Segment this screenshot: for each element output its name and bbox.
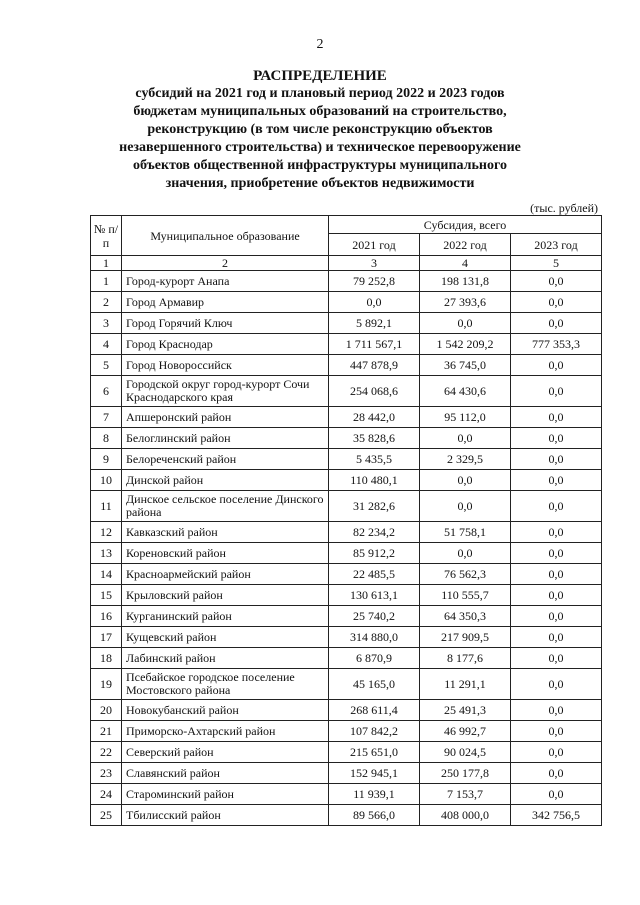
subsidy-2021: 107 842,2 <box>329 721 420 742</box>
municipality-name: Белоглинский район <box>122 428 329 449</box>
subsidy-2023: 0,0 <box>511 313 602 334</box>
subsidy-2021: 45 165,0 <box>329 669 420 700</box>
subsidy-2021: 130 613,1 <box>329 585 420 606</box>
subsidy-2021: 0,0 <box>329 292 420 313</box>
table-row <box>91 763 602 784</box>
table-row <box>91 334 602 355</box>
subsidy-2022: 90 024,5 <box>420 742 511 763</box>
municipality-name: Приморско-Ахтарский район <box>122 721 329 742</box>
table-row <box>91 428 602 449</box>
municipality-name: Кущевский район <box>122 627 329 648</box>
subsidy-2021: 268 611,4 <box>329 700 420 721</box>
subsidy-2021: 110 480,1 <box>329 470 420 491</box>
row-number: 22 <box>91 742 122 763</box>
subsidy-2023: 0,0 <box>511 564 602 585</box>
municipality-name: Крыловский район <box>122 585 329 606</box>
row-number: 16 <box>91 606 122 627</box>
index-cell: 4 <box>420 256 511 271</box>
header-year-2021: 2021 год <box>329 234 420 256</box>
row-number: 2 <box>91 292 122 313</box>
table-row <box>91 313 602 334</box>
subsidy-2023: 0,0 <box>511 292 602 313</box>
table-row <box>91 376 602 407</box>
subsidy-2022: 2 329,5 <box>420 449 511 470</box>
row-number: 9 <box>91 449 122 470</box>
subsidy-2022: 46 992,7 <box>420 721 511 742</box>
subsidy-2023: 0,0 <box>511 627 602 648</box>
subsidy-2021: 6 870,9 <box>329 648 420 669</box>
table-row <box>91 784 602 805</box>
header-year-2023: 2023 год <box>511 234 602 256</box>
subsidy-2022: 51 758,1 <box>420 522 511 543</box>
subsidy-2023: 0,0 <box>511 606 602 627</box>
municipality-name: Город Новороссийск <box>122 355 329 376</box>
subsidy-2021: 89 566,0 <box>329 805 420 826</box>
subsidy-2023: 0,0 <box>511 721 602 742</box>
row-number: 25 <box>91 805 122 826</box>
subsidy-2022: 7 153,7 <box>420 784 511 805</box>
subsidy-2022: 198 131,8 <box>420 271 511 292</box>
subsidy-2023: 0,0 <box>511 271 602 292</box>
subsidy-2022: 250 177,8 <box>420 763 511 784</box>
page-number: 2 <box>316 37 324 52</box>
title-line: реконструкцию (в том числе реконструкцию объектов <box>147 122 493 137</box>
municipality-name: Город Армавир <box>122 292 329 313</box>
subsidy-2023: 0,0 <box>511 376 602 407</box>
row-number: 12 <box>91 522 122 543</box>
subsidy-2022: 64 350,3 <box>420 606 511 627</box>
subsidy-2022: 0,0 <box>420 543 511 564</box>
municipality-name: Тбилисский район <box>122 805 329 826</box>
subsidy-2023: 0,0 <box>511 407 602 428</box>
row-number: 6 <box>91 376 122 407</box>
index-cell: 2 <box>122 256 329 271</box>
row-number: 15 <box>91 585 122 606</box>
subsidy-2023: 0,0 <box>511 428 602 449</box>
municipality-name: Белореченский район <box>122 449 329 470</box>
subsidy-2022: 25 491,3 <box>420 700 511 721</box>
subsidy-2023: 0,0 <box>511 491 602 522</box>
title-line: значения, приобретение объектов недвижимости <box>165 176 475 191</box>
subsidy-2022: 36 745,0 <box>420 355 511 376</box>
subsidy-2021: 152 945,1 <box>329 763 420 784</box>
table-body <box>91 271 602 826</box>
subsidy-2023: 0,0 <box>511 470 602 491</box>
municipality-name: Город Горячий Ключ <box>122 313 329 334</box>
subsidy-2021: 22 485,5 <box>329 564 420 585</box>
subsidy-2023: 0,0 <box>511 522 602 543</box>
subsidy-2021: 5 892,1 <box>329 313 420 334</box>
title-line: незавершенного строительства) и техническое перевооружение <box>119 140 521 155</box>
table-row <box>91 700 602 721</box>
row-number: 7 <box>91 407 122 428</box>
subsidy-2023: 0,0 <box>511 742 602 763</box>
table-row <box>91 449 602 470</box>
row-number: 20 <box>91 700 122 721</box>
subsidy-2021: 5 435,5 <box>329 449 420 470</box>
index-cell: 5 <box>511 256 602 271</box>
header-subsidy-total: Субсидия, всего <box>329 216 602 234</box>
row-number: 23 <box>91 763 122 784</box>
subsidy-2022: 0,0 <box>420 313 511 334</box>
table-row <box>91 742 602 763</box>
row-number: 21 <box>91 721 122 742</box>
municipality-name: Апшеронский район <box>122 407 329 428</box>
subsidy-2021: 215 651,0 <box>329 742 420 763</box>
index-cell: 3 <box>329 256 420 271</box>
table-row <box>91 522 602 543</box>
row-number: 24 <box>91 784 122 805</box>
subsidy-2021: 79 252,8 <box>329 271 420 292</box>
row-number: 14 <box>91 564 122 585</box>
title-line: объектов общественной инфраструктуры муниципального <box>132 158 508 173</box>
subsidy-2021: 447 878,9 <box>329 355 420 376</box>
table-row <box>91 407 602 428</box>
title-line: субсидий на 2021 год и плановый период 2022 и 2023 годов <box>135 86 505 101</box>
subsidy-2022: 0,0 <box>420 470 511 491</box>
subsidy-2022: 64 430,6 <box>420 376 511 407</box>
title-heading: РАСПРЕДЕЛЕНИЕ <box>253 68 387 84</box>
table-row <box>91 721 602 742</box>
subsidy-2022: 11 291,1 <box>420 669 511 700</box>
table-row <box>91 543 602 564</box>
subsidy-2023: 342 756,5 <box>511 805 602 826</box>
subsidy-2023: 0,0 <box>511 784 602 805</box>
subsidy-2023: 0,0 <box>511 585 602 606</box>
header-num: № п/п <box>91 216 122 256</box>
subsidy-2023: 0,0 <box>511 355 602 376</box>
subsidy-2023: 0,0 <box>511 700 602 721</box>
subsidy-2021: 1 711 567,1 <box>329 334 420 355</box>
table-row <box>91 805 602 826</box>
row-number: 8 <box>91 428 122 449</box>
municipality-name: Динской район <box>122 470 329 491</box>
column-index-row <box>91 256 602 271</box>
municipality-name: Кореновский район <box>122 543 329 564</box>
subsidy-2022: 95 112,0 <box>420 407 511 428</box>
subsidy-2021: 31 282,6 <box>329 491 420 522</box>
row-number: 10 <box>91 470 122 491</box>
subsidy-2021: 82 234,2 <box>329 522 420 543</box>
row-number: 3 <box>91 313 122 334</box>
header-year-2022: 2022 год <box>420 234 511 256</box>
table-row <box>91 627 602 648</box>
subsidy-2022: 8 177,6 <box>420 648 511 669</box>
row-number: 5 <box>91 355 122 376</box>
subsidy-2022: 76 562,3 <box>420 564 511 585</box>
municipality-name: Кавказский район <box>122 522 329 543</box>
table-row <box>91 271 602 292</box>
subsidy-2022: 408 000,0 <box>420 805 511 826</box>
municipality-name: Славянский район <box>122 763 329 784</box>
municipality-name: Динское сельское поселение Динского района <box>122 491 329 522</box>
municipality-name: Красноармейский район <box>122 564 329 585</box>
index-cell: 1 <box>91 256 122 271</box>
title-line: бюджетам муниципальных образований на строительство, <box>133 104 507 119</box>
subsidy-2021: 85 912,2 <box>329 543 420 564</box>
subsidy-2023: 0,0 <box>511 669 602 700</box>
subsidy-2021: 35 828,6 <box>329 428 420 449</box>
subsidy-2021: 11 939,1 <box>329 784 420 805</box>
table-row <box>91 564 602 585</box>
municipality-name: Староминский район <box>122 784 329 805</box>
subsidy-2021: 25 740,2 <box>329 606 420 627</box>
subsidy-2023: 0,0 <box>511 543 602 564</box>
subsidy-table <box>90 215 602 826</box>
table-row <box>91 585 602 606</box>
subsidy-2021: 314 880,0 <box>329 627 420 648</box>
subsidy-2021: 28 442,0 <box>329 407 420 428</box>
subsidy-2022: 0,0 <box>420 491 511 522</box>
subsidy-2022: 217 909,5 <box>420 627 511 648</box>
subsidy-2021: 254 068,6 <box>329 376 420 407</box>
table-row <box>91 355 602 376</box>
row-number: 17 <box>91 627 122 648</box>
municipality-name: Новокубанский район <box>122 700 329 721</box>
row-number: 4 <box>91 334 122 355</box>
subsidy-2023: 0,0 <box>511 763 602 784</box>
subsidy-2022: 0,0 <box>420 428 511 449</box>
subsidy-2023: 0,0 <box>511 648 602 669</box>
subsidy-2022: 27 393,6 <box>420 292 511 313</box>
header-municipality: Муниципальное образование <box>122 216 329 256</box>
municipality-name: Курганинский район <box>122 606 329 627</box>
municipality-name: Городской округ город-курорт Сочи Краснодарского края <box>122 376 329 407</box>
table-row <box>91 669 602 700</box>
subsidy-2023: 777 353,3 <box>511 334 602 355</box>
municipality-name: Город Краснодар <box>122 334 329 355</box>
subsidy-2023: 0,0 <box>511 449 602 470</box>
table-row <box>91 491 602 522</box>
units-label: (тыс. рублей) <box>530 201 598 215</box>
subsidy-2022: 1 542 209,2 <box>420 334 511 355</box>
table-row <box>91 292 602 313</box>
table-row <box>91 648 602 669</box>
row-number: 18 <box>91 648 122 669</box>
row-number: 13 <box>91 543 122 564</box>
municipality-name: Город-курорт Анапа <box>122 271 329 292</box>
subsidy-2022: 110 555,7 <box>420 585 511 606</box>
row-number: 11 <box>91 491 122 522</box>
municipality-name: Северский район <box>122 742 329 763</box>
table-row <box>91 606 602 627</box>
row-number: 19 <box>91 669 122 700</box>
row-number: 1 <box>91 271 122 292</box>
municipality-name: Лабинский район <box>122 648 329 669</box>
table-row <box>91 470 602 491</box>
municipality-name: Псебайское городское поселение Мостовского района <box>122 669 329 700</box>
document-title <box>0 67 640 193</box>
